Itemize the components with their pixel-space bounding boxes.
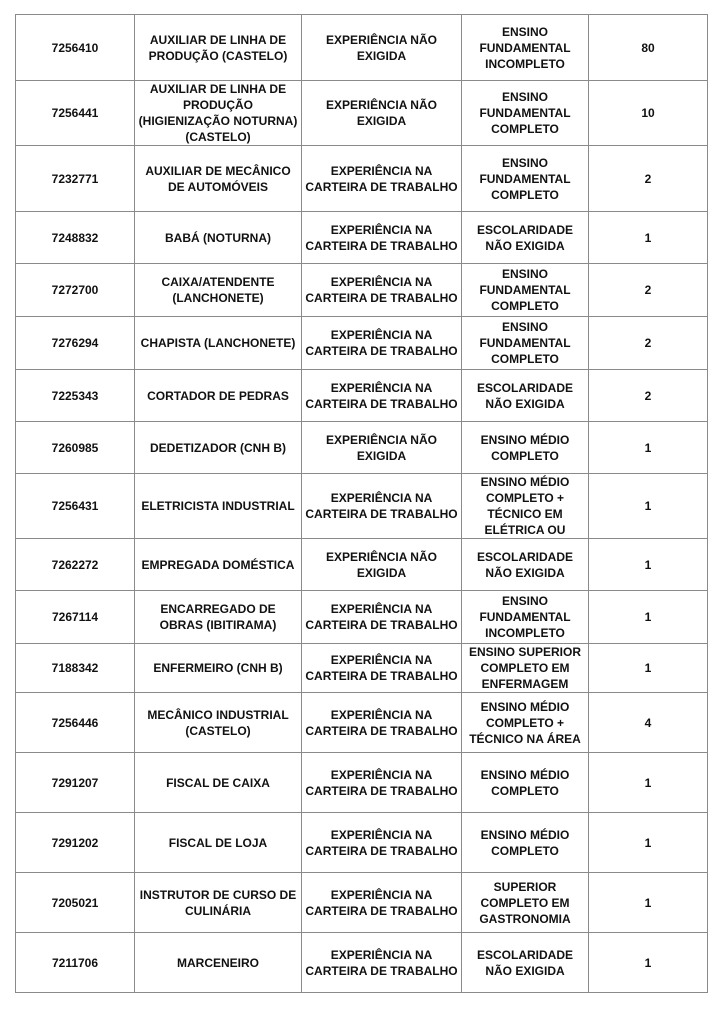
experience-cell: EXPERIÊNCIA NA CARTEIRA DE TRABALHO — [302, 474, 462, 539]
openings-cell: 1 — [589, 474, 708, 539]
table-row — [16, 264, 708, 317]
table-row — [16, 474, 708, 539]
job-code-cell: 7291202 — [16, 813, 135, 873]
openings-cell: 1 — [589, 933, 708, 993]
job-title-cell: CAIXA/ATENDENTE (LANCHONETE) — [135, 264, 302, 317]
experience-cell: EXPERIÊNCIA NÃO EXIGIDA — [302, 422, 462, 474]
table-row — [16, 933, 708, 993]
job-title-cell: AUXILIAR DE MECÂNICO DE AUTOMÓVEIS — [135, 146, 302, 212]
job-code-cell: 7267114 — [16, 591, 135, 644]
education-cell: SUPERIOR COMPLETO EM GASTRONOMIA — [462, 873, 589, 933]
job-title-cell: ENFERMEIRO (CNH B) — [135, 644, 302, 693]
job-title-cell: FISCAL DE CAIXA — [135, 753, 302, 813]
job-title-cell: MARCENEIRO — [135, 933, 302, 993]
experience-cell: EXPERIÊNCIA NA CARTEIRA DE TRABALHO — [302, 644, 462, 693]
job-code-cell: 7248832 — [16, 212, 135, 264]
openings-cell: 2 — [589, 146, 708, 212]
job-title-cell: MECÂNICO INDUSTRIAL (CASTELO) — [135, 693, 302, 753]
job-title-cell: BABÁ (NOTURNA) — [135, 212, 302, 264]
table-row — [16, 370, 708, 422]
experience-cell: EXPERIÊNCIA NA CARTEIRA DE TRABALHO — [302, 212, 462, 264]
education-cell: ENSINO MÉDIO COMPLETO — [462, 422, 589, 474]
education-cell: ENSINO FUNDAMENTAL COMPLETO — [462, 317, 589, 370]
job-code-cell: 7256410 — [16, 15, 135, 81]
job-title-cell: CHAPISTA (LANCHONETE) — [135, 317, 302, 370]
table-row — [16, 212, 708, 264]
job-code-cell: 7262272 — [16, 539, 135, 591]
table-row — [16, 317, 708, 370]
openings-cell: 1 — [589, 422, 708, 474]
openings-cell: 1 — [589, 873, 708, 933]
job-code-cell: 7188342 — [16, 644, 135, 693]
job-title-cell: FISCAL DE LOJA — [135, 813, 302, 873]
education-cell: ENSINO MÉDIO COMPLETO + TÉCNICO NA ÁREA — [462, 693, 589, 753]
experience-cell: EXPERIÊNCIA NA CARTEIRA DE TRABALHO — [302, 317, 462, 370]
job-title-cell: INSTRUTOR DE CURSO DE CULINÁRIA — [135, 873, 302, 933]
experience-cell: EXPERIÊNCIA NA CARTEIRA DE TRABALHO — [302, 264, 462, 317]
table-row — [16, 873, 708, 933]
job-code-cell: 7205021 — [16, 873, 135, 933]
openings-cell: 1 — [589, 644, 708, 693]
job-openings-table — [15, 14, 708, 993]
experience-cell: EXPERIÊNCIA NA CARTEIRA DE TRABALHO — [302, 591, 462, 644]
education-cell: ESCOLARIDADE NÃO EXIGIDA — [462, 539, 589, 591]
table-row — [16, 539, 708, 591]
openings-cell: 4 — [589, 693, 708, 753]
openings-cell: 1 — [589, 813, 708, 873]
education-cell: ENSINO FUNDAMENTAL COMPLETO — [462, 146, 589, 212]
openings-cell: 80 — [589, 15, 708, 81]
education-cell: ENSINO FUNDAMENTAL COMPLETO — [462, 264, 589, 317]
openings-cell: 1 — [589, 753, 708, 813]
job-code-cell: 7291207 — [16, 753, 135, 813]
job-code-cell: 7232771 — [16, 146, 135, 212]
table-row — [16, 146, 708, 212]
table-row — [16, 813, 708, 873]
openings-cell: 10 — [589, 81, 708, 146]
education-cell: ENSINO MÉDIO COMPLETO + TÉCNICO EM ELÉTRICA OU — [462, 474, 589, 539]
job-code-cell: 7272700 — [16, 264, 135, 317]
openings-cell: 2 — [589, 264, 708, 317]
job-code-cell: 7225343 — [16, 370, 135, 422]
openings-cell: 2 — [589, 370, 708, 422]
experience-cell: EXPERIÊNCIA NA CARTEIRA DE TRABALHO — [302, 370, 462, 422]
experience-cell: EXPERIÊNCIA NA CARTEIRA DE TRABALHO — [302, 146, 462, 212]
table-row — [16, 693, 708, 753]
openings-cell: 1 — [589, 539, 708, 591]
job-title-cell: ENCARREGADO DE OBRAS (IBITIRAMA) — [135, 591, 302, 644]
job-title-cell: CORTADOR DE PEDRAS — [135, 370, 302, 422]
experience-cell: EXPERIÊNCIA NA CARTEIRA DE TRABALHO — [302, 753, 462, 813]
openings-cell: 2 — [589, 317, 708, 370]
table-row — [16, 753, 708, 813]
education-cell: ESCOLARIDADE NÃO EXIGIDA — [462, 212, 589, 264]
education-cell: ENSINO SUPERIOR COMPLETO EM ENFERMAGEM — [462, 644, 589, 693]
job-code-cell: 7256446 — [16, 693, 135, 753]
education-cell: ENSINO MÉDIO COMPLETO — [462, 813, 589, 873]
experience-cell: EXPERIÊNCIA NA CARTEIRA DE TRABALHO — [302, 873, 462, 933]
job-title-cell: AUXILIAR DE LINHA DE PRODUÇÃO (CASTELO) — [135, 15, 302, 81]
education-cell: ENSINO FUNDAMENTAL COMPLETO — [462, 81, 589, 146]
education-cell: ENSINO FUNDAMENTAL INCOMPLETO — [462, 15, 589, 81]
job-code-cell: 7256441 — [16, 81, 135, 146]
job-title-cell: DEDETIZADOR (CNH B) — [135, 422, 302, 474]
table-row — [16, 591, 708, 644]
experience-cell: EXPERIÊNCIA NA CARTEIRA DE TRABALHO — [302, 933, 462, 993]
table-row — [16, 644, 708, 693]
openings-cell: 1 — [589, 591, 708, 644]
job-title-cell: AUXILIAR DE LINHA DE PRODUÇÃO (HIGIENIZAÇÃO NOTURNA) (CASTELO) — [135, 81, 302, 146]
table-row — [16, 15, 708, 81]
experience-cell: EXPERIÊNCIA NÃO EXIGIDA — [302, 15, 462, 81]
experience-cell: EXPERIÊNCIA NÃO EXIGIDA — [302, 81, 462, 146]
table-row — [16, 422, 708, 474]
experience-cell: EXPERIÊNCIA NA CARTEIRA DE TRABALHO — [302, 813, 462, 873]
job-code-cell: 7256431 — [16, 474, 135, 539]
table-row — [16, 81, 708, 146]
job-title-cell: ELETRICISTA INDUSTRIAL — [135, 474, 302, 539]
education-cell: ESCOLARIDADE NÃO EXIGIDA — [462, 370, 589, 422]
education-cell: ENSINO MÉDIO COMPLETO — [462, 753, 589, 813]
experience-cell: EXPERIÊNCIA NÃO EXIGIDA — [302, 539, 462, 591]
experience-cell: EXPERIÊNCIA NA CARTEIRA DE TRABALHO — [302, 693, 462, 753]
job-title-cell: EMPREGADA DOMÉSTICA — [135, 539, 302, 591]
openings-cell: 1 — [589, 212, 708, 264]
education-cell: ESCOLARIDADE NÃO EXIGIDA — [462, 933, 589, 993]
job-code-cell: 7276294 — [16, 317, 135, 370]
job-code-cell: 7211706 — [16, 933, 135, 993]
education-cell: ENSINO FUNDAMENTAL INCOMPLETO — [462, 591, 589, 644]
job-code-cell: 7260985 — [16, 422, 135, 474]
